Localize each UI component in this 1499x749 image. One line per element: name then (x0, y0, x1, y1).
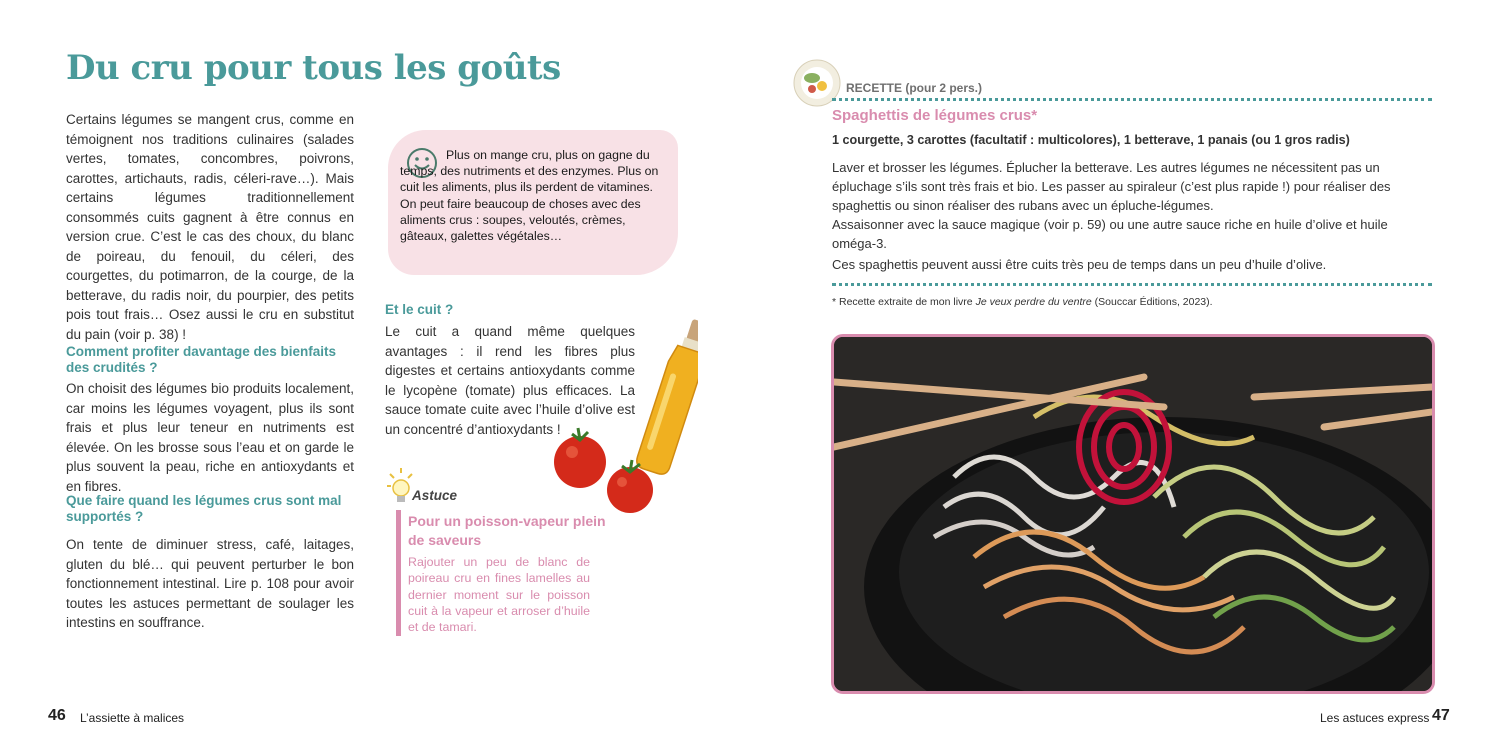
astuce-text: Rajouter un peu de blanc de poireau cru en fines lamelles au dernier moment sur le poisson cuit à la vapeur et arroser d’huile et de tamari. (408, 555, 590, 635)
page-number-left: 46 (48, 707, 66, 724)
intro-paragraph: Certains légumes se mangent crus, comme en témoignent nos traditions culinaires (salades vertes, tomates, concombres, poivrons, carottes, artichauts, radis, céleri-rave…). Mais certains légumes traditionnellement consommés cuits gagnent à être connus en version crue. C’est le cas des choux, du blanc de poireau, du fenouil, du céleri, des courgettes, du potimarron, de la courge, de la betterave, du radis noir, du pourpier, des petits pois tout frais… Osez aussi le cru en substitut du pain (voir p. 38) ! (66, 112, 354, 342)
recipe-ingredients: 1 courgette, 3 carottes (facultatif : multicolores), 1 betterave, 1 panais (ou 1 gros radis) (832, 133, 1350, 147)
folio-left: L’assiette à malices (80, 711, 185, 725)
page-number-right: 47 (1432, 707, 1450, 724)
recipe-step-2: Assaisonner avec la sauce magique (voir p. 59) ou une autre sauce riche en huile d’olive et huile oméga-3. (832, 217, 1388, 251)
section-heading-bienfaits: Comment profiter davantage des bienfaits des crudités ? (66, 344, 337, 375)
recipe-step-1: Laver et brosser les légumes. Éplucher la betterave. Les autres légumes ne nécessitent pas un épluchage s’ils sont très frais et bio. Les passer au spiraleur (c’est plus rapide !) pour réaliser des spaghettis ou sinon réaliser des rubans avec un épluche-légumes. (832, 160, 1391, 213)
dotted-divider-top (832, 98, 1432, 101)
dotted-divider-bottom (832, 283, 1432, 286)
recipe-title: Spaghettis de légumes crus* (832, 107, 1038, 124)
recipe-footnote: * Recette extraite de mon livre Je veux perdre du ventre (Souccar Éditions, 2023). (832, 296, 1213, 308)
oil-bottle-tomatoes-illustration (548, 310, 698, 520)
tip-bubble-text: Plus on mange cru, plus on gagne du temps, des nutriments et des enzymes. Plus on cuit les aliments, plus ils perdent de vitamines. On peut faire beaucoup de choses avec des aliments crus : soupes, veloutés, crèmes, gâteaux, galettes végétales… (400, 148, 659, 244)
recipe-step-3: Ces spaghettis peuvent aussi être cuits très peu de temps dans un peu d’huile d’olive. (832, 257, 1327, 272)
section-paragraph-bienfaits: On choisit des légumes bio produits localement, car moins les légumes voyagent, plus ils sont frais et plus leur teneur en nutriments est élevée. On les brosse sous l’eau et on garde le plus souvent la peau, riche en antioxydants et en fibres. (66, 381, 354, 494)
astuce-bar (396, 510, 401, 636)
page-title: Du cru pour tous les goûts (66, 48, 561, 88)
section-paragraph-cuit: Le cuit a quand même quelques avantages : il rend les fibres plus digestes et certains antioxydants comme le lycopène (tomate) plus efficaces. La sauce tomate cuite avec l’huile d’olive est un concentré d’antioxydants ! (385, 324, 635, 437)
folio-right: Les astuces express (1320, 711, 1430, 725)
section-heading-mal-supportes: Que faire quand les légumes crus sont mal supportés ? (66, 493, 342, 524)
vegetable-spaghetti-photo (831, 334, 1435, 694)
astuce-title: Pour un poisson-vapeur plein de saveurs (408, 513, 606, 548)
section-heading-cuit: Et le cuit ? (385, 302, 454, 317)
recipe-label: RECETTE (pour 2 pers.) (846, 81, 983, 95)
astuce-label: Astuce (412, 488, 458, 503)
section-paragraph-mal-supportes: On tente de diminuer stress, café, laitages, gluten du blé… qui peuvent perturber le bon fonctionnement intestinal. Lire p. 108 pour avoir toutes les astuces permettant de soulager les intestins en souffrance. (66, 537, 354, 630)
